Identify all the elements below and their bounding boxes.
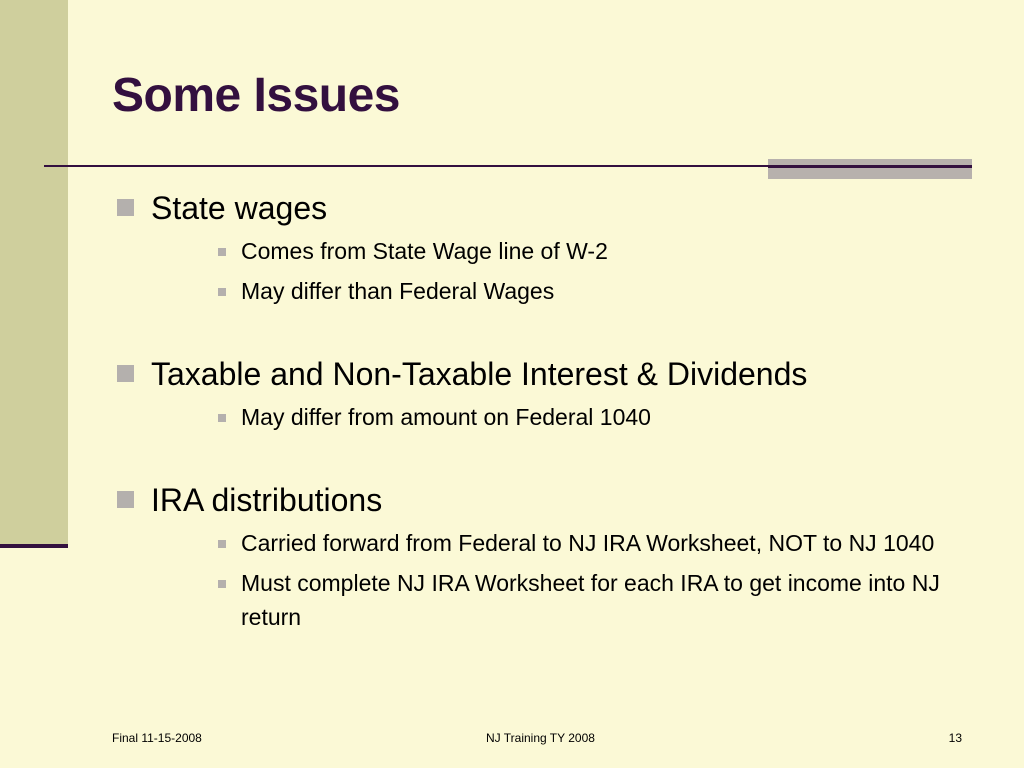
- sub-bullet-text: Comes from State Wage line of W-2: [241, 238, 608, 264]
- sub-bullet: [218, 274, 961, 308]
- footer-title: NJ Training TY 2008: [486, 731, 595, 745]
- left-band-rule: [0, 544, 68, 548]
- sub-bullet-text: May differ from amount on Federal 1040: [241, 404, 651, 430]
- square-bullet-icon: [117, 199, 134, 216]
- square-bullet-icon: [218, 540, 226, 548]
- square-bullet-icon: [218, 580, 226, 588]
- bullet-ira-distributions: [115, 478, 975, 522]
- left-decorative-band: [0, 0, 68, 546]
- bullet-interest-dividends: [115, 352, 975, 396]
- square-bullet-icon: [218, 414, 226, 422]
- footer-version: Final 11-15-2008: [112, 731, 202, 745]
- page-number: 13: [948, 731, 962, 745]
- square-bullet-icon: [218, 288, 226, 296]
- sub-bullet-text: Carried forward from Federal to NJ IRA Worksheet, NOT to NJ 1040: [241, 530, 935, 556]
- slide-body: [115, 186, 975, 634]
- square-bullet-icon: [218, 248, 226, 256]
- title-accent-bar: [768, 159, 972, 179]
- square-bullet-icon: [117, 365, 134, 382]
- bullet-state-wages: [115, 186, 975, 230]
- sub-bullet-text: May differ than Federal Wages: [241, 278, 555, 304]
- sub-bullet-text: Must complete NJ IRA Worksheet for each IRA to get income into NJ return: [241, 570, 940, 630]
- slide-title: Some Issues: [112, 69, 400, 122]
- sub-bullet: [218, 566, 961, 634]
- sub-bullet: [218, 400, 961, 434]
- bullet-text: Taxable and Non-Taxable Interest & Dividends: [151, 356, 808, 392]
- bullet-text: IRA distributions: [151, 482, 383, 518]
- square-bullet-icon: [117, 491, 134, 508]
- sub-bullet: [218, 234, 961, 268]
- sub-bullet: [218, 526, 961, 560]
- bullet-text: State wages: [151, 190, 328, 226]
- title-divider-accent: [768, 165, 972, 168]
